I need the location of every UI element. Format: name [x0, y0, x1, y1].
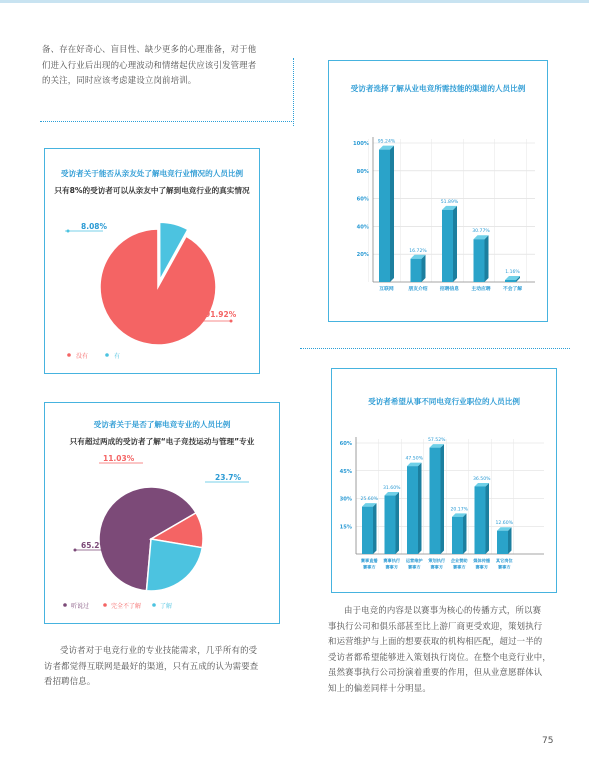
bar-side	[422, 255, 426, 282]
data-label: 30.77%	[472, 229, 490, 235]
y-tick-label: 30%	[339, 496, 352, 503]
text-line: 们进入行业后出现的心理波动和情绪起伏应该引发管理者	[42, 59, 257, 70]
top-border-line	[0, 0, 589, 3]
legend-label-none: 完全不了解	[111, 603, 142, 610]
x-tick-label: 赛事方	[362, 564, 376, 570]
pie-chart	[45, 453, 279, 623]
data-label: 31.60%	[382, 486, 401, 492]
y-tick-label: 40%	[356, 224, 369, 231]
paragraph-bottom-left	[44, 643, 284, 690]
bar-side	[486, 483, 490, 554]
x-tick-label: 赛事方	[452, 564, 466, 570]
data-label: 51.89%	[440, 199, 459, 205]
x-tick-label: 朋友介绍	[408, 287, 428, 292]
y-tick-label: 100%	[352, 141, 369, 147]
x-tick-label: 策划执行	[428, 558, 446, 563]
slice-label-no: 91.92%	[205, 310, 237, 319]
paragraph-bottom-right	[328, 603, 556, 696]
text-line: 由于电竞的内容是以赛事为核心的传播方式，所以赛	[344, 605, 542, 615]
data-label: 95.24%	[377, 139, 396, 145]
x-tick-label: 招聘信息	[439, 287, 460, 292]
data-label: 1.16%	[505, 270, 520, 275]
x-tick-label: 赛事方	[497, 564, 511, 570]
bar	[442, 210, 453, 282]
chart-title: 受访者希望从事不同电竞行业职位的人员比例	[368, 397, 520, 406]
data-label: 36.50%	[472, 476, 491, 482]
bar-side	[453, 206, 457, 282]
legend-label-know: 了解	[160, 603, 173, 610]
x-tick-label: 赛事直播	[360, 558, 378, 563]
chart-card-job-preference	[331, 368, 557, 593]
text-line: 虽然赛事执行公司扮演着重要的作用，但从业意愿群体认	[328, 667, 543, 677]
divider-dotted	[40, 121, 292, 122]
chart-title: 受访者关于是否了解电竞专业的人员比例	[93, 420, 231, 429]
text-line: 事执行公司和俱乐部甚至比上游厂商更受欢迎，策划执行	[328, 620, 543, 631]
slice-label-heard: 65.2%	[81, 541, 108, 550]
divider-dotted-vertical	[293, 58, 294, 126]
slice-label-know: 23.7%	[215, 473, 242, 482]
y-tick-label: 80%	[356, 168, 369, 175]
y-tick-label: 15%	[339, 524, 352, 531]
bar	[411, 259, 422, 282]
page-number: 75	[542, 736, 554, 746]
bar	[379, 150, 390, 282]
slice-label-none: 11.03%	[103, 454, 135, 463]
text-line: 和运营维护与上面的想要获取的机构相匹配，超过一半的	[328, 636, 543, 646]
chart-title: 受访者选择了解从业电竞所需技能的渠道的人员比例	[350, 84, 526, 93]
chart-title: 受访者关于能否从亲友处了解电竞行业情况的人员比例	[60, 169, 244, 178]
x-tick-label: 赛事方	[475, 564, 489, 570]
y-tick-label: 20%	[356, 252, 369, 259]
bar-side	[463, 513, 467, 554]
data-label: 12.60%	[495, 521, 514, 527]
legend-label-yes: 有	[114, 353, 121, 360]
bar	[362, 507, 373, 554]
x-tick-label: 其它岗位	[495, 558, 513, 563]
chart-card-skill-channel	[328, 60, 548, 322]
bar	[430, 448, 441, 554]
y-tick-label: 45%	[339, 468, 352, 475]
chart-subtitle: 只有8%的受访者可以从亲友中了解到电竞行业的真实情况	[54, 186, 250, 195]
data-label: 25.60%	[360, 497, 379, 503]
x-tick-label: 赛事执行	[383, 558, 401, 563]
data-label: 16.72%	[409, 248, 427, 254]
data-label: 57.52%	[427, 438, 446, 444]
text-line: 知上的偏差同样十分明显。	[328, 682, 431, 693]
bar	[407, 466, 418, 554]
bar	[497, 531, 508, 554]
pie-slice-2	[146, 539, 202, 591]
x-tick-label: 赛事方	[385, 564, 399, 570]
chart-card-family-info	[44, 148, 260, 374]
bar-chart	[332, 413, 556, 593]
bar	[474, 239, 485, 282]
chart-subtitle: 只有超过两成的受访者了解“电子竞技运动与管理”专业	[69, 437, 255, 446]
bar-side	[396, 492, 400, 554]
legend-label-no: 没有	[76, 353, 89, 360]
bar-side	[508, 527, 512, 554]
bar	[505, 280, 516, 282]
x-tick-label: 主动应聘	[471, 287, 491, 292]
y-tick-label: 60%	[356, 196, 369, 203]
pie-slice-0	[100, 229, 216, 345]
bar	[385, 496, 396, 554]
x-tick-label: 互联网	[379, 287, 394, 292]
bar-side	[485, 235, 489, 282]
legend-label-heard: 听说过	[71, 603, 90, 610]
x-tick-label: 企业赞助	[450, 558, 468, 563]
x-tick-label: 赛事方	[407, 564, 421, 570]
text-line: 受访者都希望能够进入策划执行岗位。在整个电竞行业中，	[328, 651, 551, 662]
divider-dotted	[300, 348, 570, 349]
text-line: 访者都觉得互联网是最好的渠道，只有五成的认为需要查	[44, 660, 259, 671]
data-label: 47.50%	[405, 456, 424, 462]
chart-card-major-awareness	[44, 402, 280, 624]
bar-side	[390, 146, 394, 282]
x-tick-label: 不会了解	[502, 287, 523, 292]
x-tick-label: 媒体传播	[473, 558, 491, 563]
x-tick-label: 赛事方	[430, 564, 444, 570]
data-label: 20.17%	[450, 507, 469, 513]
bar-chart	[329, 101, 547, 321]
bar-side	[373, 503, 377, 554]
text-line: 备、存在好奇心、盲目性、缺少更多的心理准备，对于他	[42, 44, 257, 54]
bar-side	[441, 444, 445, 554]
paragraph-top-left	[42, 42, 292, 89]
pie-chart	[45, 204, 259, 372]
text-line: 的关注，同时应该考虑建设立岗前培训。	[42, 75, 197, 85]
y-tick-label: 60%	[339, 441, 352, 447]
slice-label-yes: 8.08%	[81, 222, 108, 231]
bar	[475, 486, 486, 554]
text-line: 受访者对于电竞行业的专业技能需求，几乎所有的受	[60, 645, 258, 655]
bar-side	[418, 463, 422, 554]
x-tick-label: 运营维护	[405, 558, 423, 563]
text-line: 看招聘信息。	[44, 676, 96, 686]
bar	[452, 517, 463, 554]
